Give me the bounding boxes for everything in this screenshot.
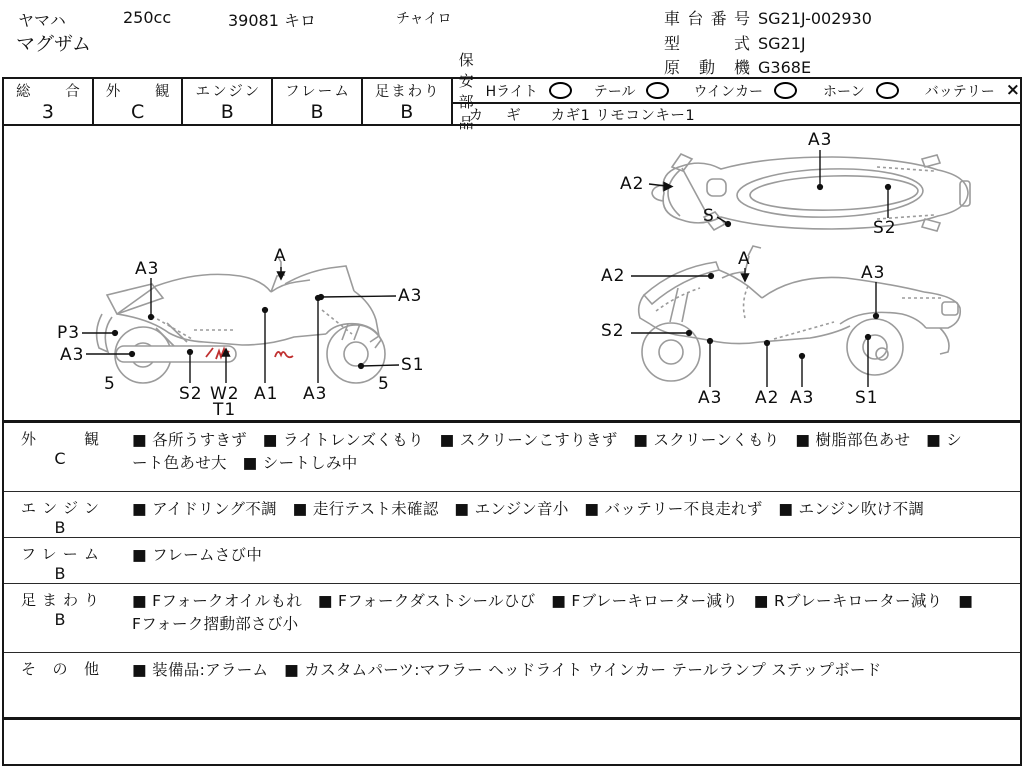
callout-label: S2 xyxy=(873,218,897,238)
callout-label: S1 xyxy=(855,388,879,408)
section-grade: B xyxy=(54,564,66,583)
top-view-outline xyxy=(652,154,970,231)
section-empty xyxy=(4,717,1020,766)
part-name: Hライト xyxy=(485,83,538,100)
callout-label: S xyxy=(703,206,715,226)
rating-exterior xyxy=(92,77,184,126)
callout-label: A2 xyxy=(755,388,780,408)
callout-label: A2 xyxy=(601,266,626,286)
ok-circle-icon xyxy=(774,82,797,99)
vehicle-diagram-box xyxy=(2,124,1022,422)
section-header xyxy=(4,538,120,583)
condition-sections xyxy=(2,420,1022,766)
part-name: バッテリー xyxy=(924,83,995,100)
rating-overall xyxy=(2,77,94,126)
model-code-value: SG21J xyxy=(758,34,806,53)
rating-label: 足まわり xyxy=(374,84,439,100)
displacement: 250cc xyxy=(123,8,172,27)
rating-label: 総合 xyxy=(16,84,80,100)
model-code-row xyxy=(664,31,806,54)
ok-circle-icon xyxy=(549,82,572,99)
key-value: カギ1 リモコンキー1 xyxy=(550,108,696,124)
rating-grade: B xyxy=(310,101,324,123)
key-row xyxy=(453,104,1020,125)
vehicle-maker: ヤマハ xyxy=(18,11,66,30)
part-name: ウインカー xyxy=(693,83,764,100)
part-name: ホーン xyxy=(823,83,865,100)
section-engine xyxy=(4,491,1020,537)
callout-label: A xyxy=(738,249,751,269)
callout-label: W2 xyxy=(210,384,240,404)
section-header xyxy=(4,492,120,537)
safety-parts-title: 保安部品 xyxy=(458,50,474,132)
rating-grade: B xyxy=(400,101,414,123)
rating-undercarriage xyxy=(361,77,453,126)
safety-part-taillight xyxy=(594,81,670,101)
callout-label: A3 xyxy=(808,130,833,150)
vehicle-model: マグザム xyxy=(16,33,92,55)
section-notes: ■ アイドリング不調 ■ 走行テスト未確認 ■ エンジン音小 ■ バッテリー不良走れず ■ エンジン吹け不調 xyxy=(132,500,925,518)
callout-label: A3 xyxy=(303,384,328,404)
callout-label: A3 xyxy=(861,263,886,283)
rating-grade: 3 xyxy=(41,101,54,123)
section-notes: ■ フレームさび中 xyxy=(132,546,263,564)
callout-label: A3 xyxy=(398,286,423,306)
callout-label: S2 xyxy=(179,384,203,404)
callout-label: A3 xyxy=(790,388,815,408)
rating-grade: B xyxy=(220,101,234,123)
safety-part-horn xyxy=(823,81,899,101)
body-color: チャイロ xyxy=(396,11,452,27)
section-frame xyxy=(4,537,1020,583)
section-notes: ■ 装備品:アラーム ■ カスタムパーツ:マフラー ヘッドライト ウインカー テールランプ ステップボード xyxy=(132,661,882,679)
section-undercarriage xyxy=(4,583,1020,652)
callout-label: A2 xyxy=(620,174,645,194)
mileage: 39081 キロ xyxy=(228,11,316,30)
section-label: その他 xyxy=(21,660,99,678)
ok-circle-icon xyxy=(876,82,899,99)
callout-label: A xyxy=(274,246,287,266)
callout-label: 5 xyxy=(104,374,116,394)
callout-label: A3 xyxy=(60,345,85,365)
right-side-view-outline xyxy=(639,246,961,381)
section-grade: B xyxy=(54,518,66,537)
safety-part-winker xyxy=(693,81,797,101)
engine-code-label: 原動機 xyxy=(664,58,750,77)
safety-part-battery xyxy=(925,81,1020,101)
chassis-number-label: 車台番号 xyxy=(664,9,750,28)
ok-circle-icon xyxy=(646,82,669,99)
ng-cross-icon: × xyxy=(1005,80,1021,100)
chassis-number-row xyxy=(664,6,872,29)
rating-label: 外観 xyxy=(105,84,170,100)
section-label: 外観 xyxy=(21,430,99,448)
callout-label: T1 xyxy=(213,400,237,420)
sheet-header xyxy=(0,0,1024,77)
callout-label: P3 xyxy=(57,323,81,343)
section-header xyxy=(4,653,120,717)
safety-part-headlight xyxy=(486,81,572,101)
key-label: カギ xyxy=(468,108,521,124)
callout-label: A3 xyxy=(698,388,723,408)
rating-frame xyxy=(271,77,363,126)
chassis-number-value: SG21J-002930 xyxy=(758,9,872,28)
section-header xyxy=(4,423,120,491)
callout-label: A3 xyxy=(135,259,160,279)
section-grade: B xyxy=(54,610,66,629)
model-code-label: 型式 xyxy=(664,34,750,53)
section-label: 足まわり xyxy=(21,591,99,609)
part-name: テール xyxy=(593,83,636,100)
callout-label: A1 xyxy=(254,384,279,404)
callout-label: S2 xyxy=(601,321,625,341)
section-grade: C xyxy=(54,449,66,468)
section-label: フレーム xyxy=(21,545,99,563)
engine-code-row xyxy=(664,55,811,78)
section-notes: ■ Fフォークオイルもれ ■ Fフォークダストシールひび ■ Fブレーキローター減り ■ Rブレーキローター減り ■ Fフォーク摺動部さび小 xyxy=(132,592,974,633)
section-header xyxy=(4,584,120,652)
rating-grade: C xyxy=(130,101,145,123)
section-other xyxy=(4,652,1020,717)
engine-code-value: G368E xyxy=(758,58,812,77)
rating-label: エンジン xyxy=(195,84,260,100)
section-label: エンジン xyxy=(21,499,99,517)
section-notes: ■ 各所うすきず ■ ライトレンズくもり ■ スクリーンこすりきず ■ スクリーンくもり ■ 樹脂部色あせ ■ シート色あせ大 ■ シートしみ中 xyxy=(132,431,963,472)
rating-engine xyxy=(181,77,273,126)
callout-label: S1 xyxy=(401,355,425,375)
callout-label: 5 xyxy=(378,374,390,394)
rating-label: フレーム xyxy=(285,84,349,100)
section-exterior xyxy=(4,423,1020,491)
